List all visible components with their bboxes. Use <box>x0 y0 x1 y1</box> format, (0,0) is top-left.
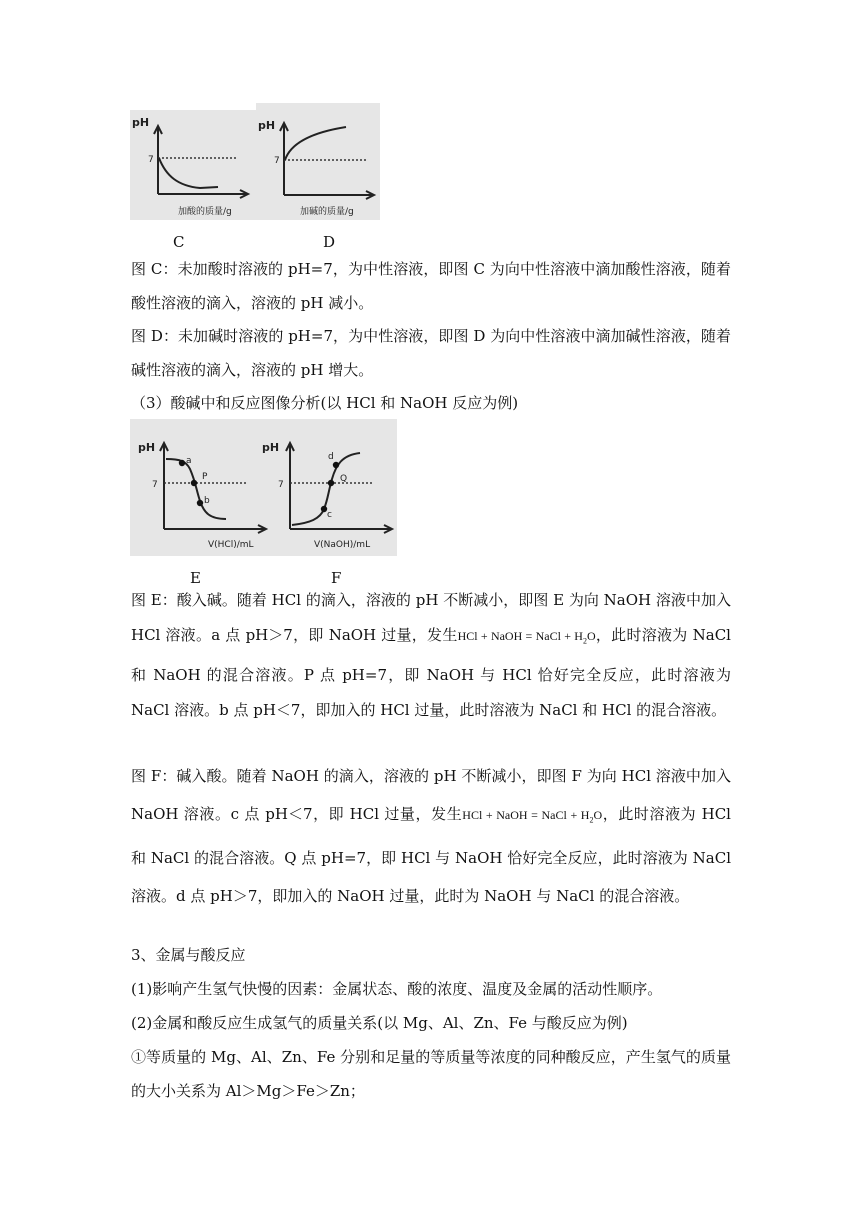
figure-c-tick7: 7 <box>148 155 154 165</box>
figure-e <box>138 441 266 550</box>
caption-f: F <box>331 569 342 587</box>
paragraph-c: 图 C：未加酸时溶液的 pH=7，为中性溶液，即图 C 为向中性溶液中滴加酸性溶液，随着酸性溶液的滴入，溶液的 pH 减小。 <box>131 260 731 312</box>
caption-e: E <box>190 569 201 587</box>
figure-f-point-c: c <box>327 510 332 520</box>
equation-e-sub: 2 <box>582 636 587 646</box>
heading-3: （3）酸碱中和反应图像分析(以 HCl 和 NaOH 反应为例) <box>131 394 519 412</box>
paragraph-e-part2: ，此时溶液为 NaCl 和 NaOH 的混合溶液。P 点 pH=7，即 NaOH 与 HCl 恰好完全反应，此时溶液为 NaCl 溶液。b 点 pH＜7，即加入的 HCl 过量，此时溶液为 NaCl 和 HCl 的混合溶液。 <box>131 626 731 720</box>
item-2: (2)金属和酸反应生成氢气的质量关系(以 Mg、Al、Zn、Fe 与酸反应为例) <box>131 1014 628 1032</box>
section-3-heading: 3、金属与酸反应 <box>131 946 246 964</box>
paragraph-d: 图 D：未加碱时溶液的 pH=7，为中性溶液，即图 D 为向中性溶液中滴加碱性溶液，随着碱性溶液的滴入，溶液的 pH 增大。 <box>131 327 731 379</box>
figure-d-xlabel: 加碱的质量/g <box>300 207 354 217</box>
figure-c-ylabel: pH <box>132 116 150 129</box>
equation-f-tail: O <box>593 808 603 822</box>
figure-e-point-b: b <box>204 496 210 506</box>
equation-e <box>457 629 596 646</box>
caption-d: D <box>323 233 336 251</box>
figure-f-xlabel: V(NaOH)/mL <box>314 540 371 550</box>
paragraph-f-part1: 图 F：碱入酸。随着 NaOH 的滴入，溶液的 pH 不断减小，即图 F 为向 HCl 溶液中加入 NaOH 溶液。c 点 pH＜7，即 HCl 过量，发生 <box>131 767 731 823</box>
paragraph-f-part2: ，此时溶液为 HCl 和 NaCl 的混合溶液。Q 点 pH=7，即 HCl 与 NaOH 恰好完全反应，此时溶液为 NaCl 溶液。d 点 pH＞7，即加入的 NaOH 过量，此时为 NaOH 与 NaCl 的混合溶液。 <box>131 805 731 906</box>
equation-f <box>462 808 603 825</box>
figure-c <box>130 110 256 220</box>
equation-e-main: HCl + NaOH = NaCl + H <box>457 629 583 643</box>
item-3: ①等质量的 Mg、Al、Zn、Fe 分别和足量的等质量等浓度的同种酸反应，产生氢气的质量的大小关系为 Al＞Mg＞Fe＞Zn； <box>131 1048 731 1100</box>
paragraph-e-part1: 图 E：酸入碱。随着 HCl 的滴入，溶液的 pH 不断减小，即图 E 为向 NaOH 溶液中加入 HCl 溶液。a 点 pH＞7，即 NaOH 过量，发生 <box>131 591 731 644</box>
paragraph-f <box>131 757 731 915</box>
figure-e-point-p: P <box>202 472 208 482</box>
figure-c-xlabel: 加酸的质量/g <box>178 207 232 217</box>
figure-e-tick7: 7 <box>152 480 158 490</box>
equation-f-main: HCl + NaOH = NaCl + H <box>462 808 590 822</box>
figure-f-point-q: Q <box>340 474 348 484</box>
caption-c: C <box>173 233 185 251</box>
item-1: (1)影响产生氢气快慢的因素：金属状态、酸的浓度、温度及金属的活动性顺序。 <box>131 980 663 998</box>
figure-ef <box>130 419 397 556</box>
figure-d-tick7: 7 <box>274 156 280 166</box>
figure-f <box>262 441 392 550</box>
equation-e-tail: O <box>586 629 596 643</box>
figure-e-ylabel: pH <box>138 441 156 454</box>
figure-f-point-d: d <box>328 452 334 462</box>
figure-e-xlabel: V(HCl)/mL <box>208 540 254 550</box>
paragraph-e <box>131 583 731 728</box>
equation-f-sub: 2 <box>589 815 594 825</box>
figure-d-ylabel: pH <box>258 119 276 132</box>
figure-f-tick7: 7 <box>278 480 284 490</box>
figure-d <box>256 103 380 220</box>
figure-f-ylabel: pH <box>262 441 280 454</box>
figure-e-point-a: a <box>186 456 192 466</box>
